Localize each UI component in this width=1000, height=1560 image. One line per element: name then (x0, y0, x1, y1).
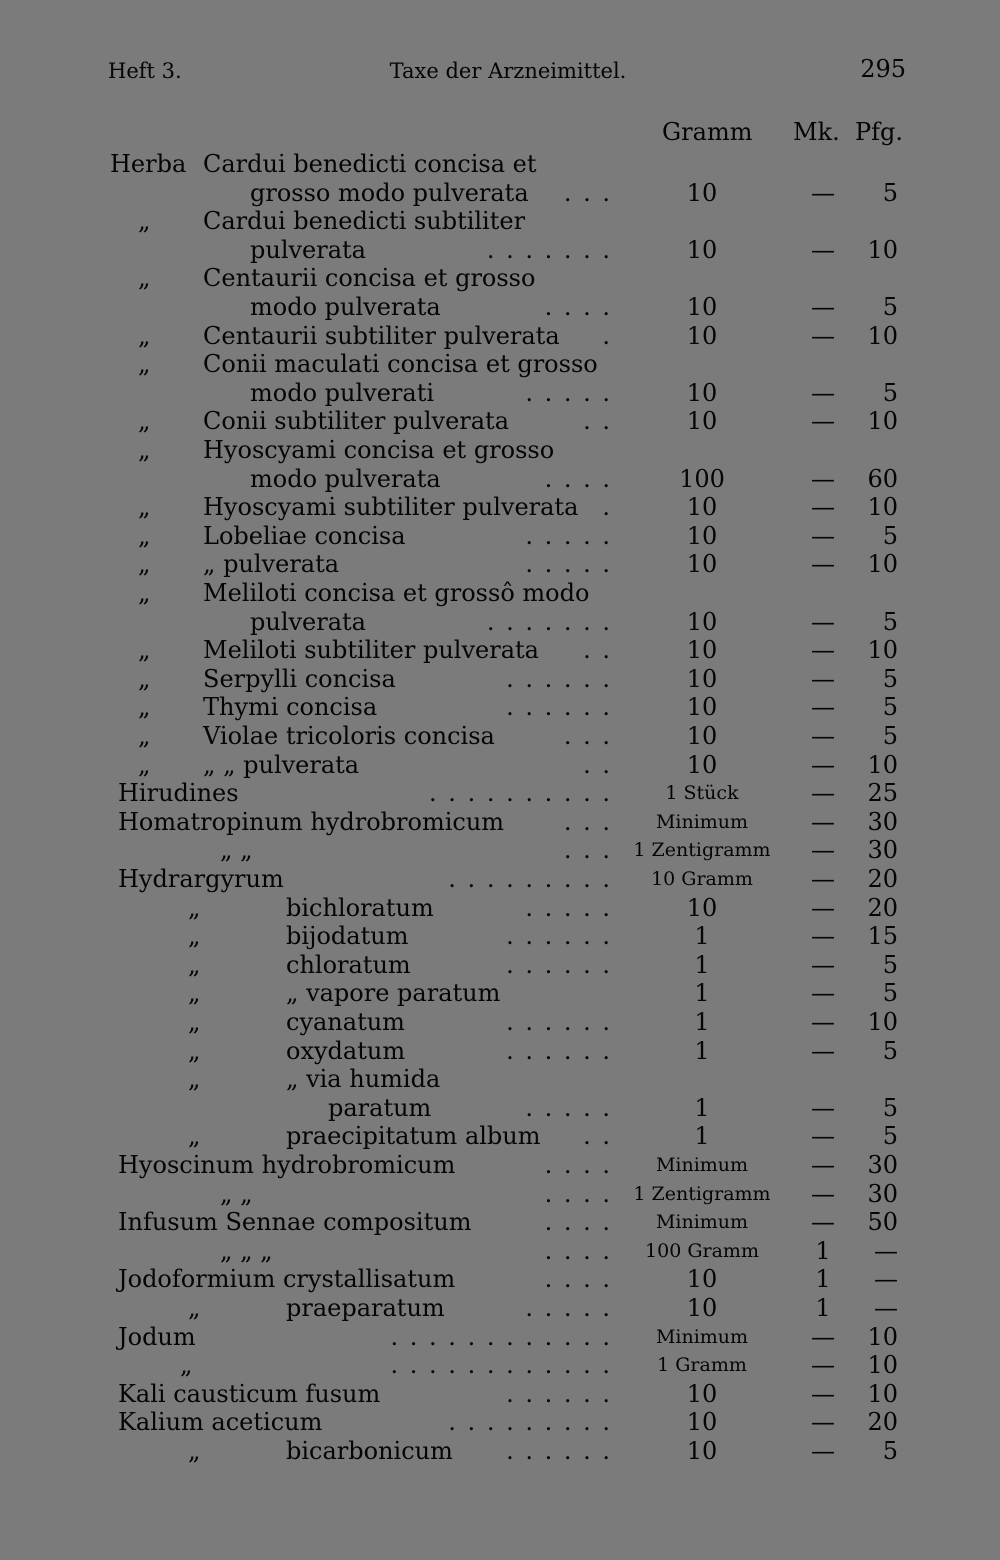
leader-dots: . . . . (544, 293, 612, 321)
entry-text: bichloratum (286, 893, 434, 922)
pfennig-cell: 5 (882, 178, 898, 207)
mark-cell: — (811, 722, 835, 750)
leader-dots: . . . . . (525, 893, 612, 922)
quantity-cell: Minimum (655, 1211, 749, 1234)
pfennig-cell: 30 (867, 1151, 898, 1179)
pfennig-cell: 30 (867, 836, 898, 865)
table-row (0, 436, 1000, 465)
entry-label: „ (138, 207, 151, 236)
quantity-cell: 10 (686, 493, 718, 522)
quantity-cell: 1 (694, 950, 710, 979)
entry-text: cyanatum (286, 1008, 405, 1036)
mark-cell: — (811, 378, 835, 407)
table-row (0, 1437, 1000, 1466)
table-row (0, 1208, 1000, 1237)
quantity-cell: 10 (686, 1408, 718, 1437)
table-row (0, 1065, 1000, 1094)
leader-dots: . . . . . . (506, 693, 612, 722)
mark-cell: — (811, 235, 835, 264)
leader-dots: . . . . . . . (486, 607, 612, 636)
entry-label: „ (138, 350, 151, 379)
leader-dots: . . . . . . . . . (448, 1408, 612, 1437)
entry-text: Violae tricoloris concisa (203, 722, 495, 750)
pfennig-cell: 5 (882, 1437, 898, 1465)
entry-text: Conii subtiliter pulverata (203, 407, 509, 436)
running-header (108, 55, 906, 87)
mark-cell: — (811, 693, 835, 722)
mark-cell: — (811, 521, 835, 550)
entry-label: „ (138, 321, 151, 350)
quantity-cell: 1 (694, 979, 710, 1008)
pfennig-cell: 5 (882, 1036, 898, 1065)
entry-label: „ (188, 1036, 201, 1065)
table-row (0, 751, 1000, 780)
pfennig-cell: 5 (882, 664, 898, 693)
entry-text: bijodatum (286, 922, 409, 951)
quantity-cell: 1 Stück (665, 782, 739, 805)
entry-text: Cardui benedicti concisa et (203, 150, 537, 178)
mark-cell: — (811, 178, 835, 207)
entry-label: „ (138, 493, 151, 522)
pfennig-cell: 10 (867, 407, 898, 436)
entry-text: oxydatum (286, 1036, 406, 1065)
quantity-cell: 10 (686, 293, 718, 321)
entry-text: modo pulverata (250, 464, 441, 493)
quantity-cell: 10 (686, 664, 718, 693)
entry-text: chloratum (286, 950, 411, 979)
entry-text: Cardui benedicti subtiliter (203, 207, 526, 236)
mark-cell: — (811, 779, 835, 808)
quantity-cell: 1 (694, 922, 710, 951)
leader-dots: . . . . . . (506, 664, 612, 693)
entry-text: Thymi concisa (203, 693, 378, 722)
pfennig-cell: 10 (867, 1008, 898, 1036)
table-row (0, 1294, 1000, 1323)
entry-text: Meliloti subtiliter pulverata (203, 636, 539, 665)
pfennig-cell: 10 (867, 1379, 898, 1408)
mark-cell: — (811, 407, 835, 436)
quantity-cell: Minimum (655, 1154, 749, 1176)
quantity-cell: 1 Zentigramm (633, 839, 771, 862)
entry-label: „ (138, 664, 151, 693)
table-row (0, 1408, 1000, 1437)
quantity-cell: 10 (686, 607, 718, 636)
pfennig-cell: 5 (882, 521, 898, 550)
leader-dots: . . . . . (525, 1294, 612, 1322)
leader-dots: . . . . . . (506, 1379, 612, 1408)
table-row (0, 1151, 1000, 1180)
entry-label: „ „ „ (220, 1236, 273, 1265)
table-row (0, 636, 1000, 665)
table-row (0, 865, 1000, 894)
table-row (0, 550, 1000, 579)
mark-cell: — (811, 1437, 835, 1465)
entry-text: Hyoscyami subtiliter pulverata (203, 493, 579, 522)
mark-cell: — (811, 293, 835, 321)
entry-text: Lobeliae concisa (203, 521, 406, 550)
leader-dots: . . . . (544, 1265, 612, 1294)
pfennig-cell: 5 (882, 693, 898, 722)
page-number: 295 (860, 55, 906, 83)
entry-label: „ (188, 1008, 201, 1036)
leader-dots: . . . . . . (506, 950, 612, 979)
leader-dots: . . (583, 407, 612, 436)
pfennig-cell: 20 (867, 865, 898, 893)
pfennig-cell: 15 (867, 922, 898, 951)
quantity-cell: 10 (686, 550, 718, 579)
entry-label: Herba (110, 150, 187, 178)
entry-text: pulverata (250, 607, 366, 636)
table-row (0, 1237, 1000, 1266)
leader-dots: . . . . . . (506, 1036, 612, 1065)
entry-label: „ (188, 1437, 201, 1465)
quantity-cell: 10 (686, 893, 718, 922)
leader-dots: . . . (563, 178, 612, 207)
pfennig-cell: 10 (867, 550, 898, 579)
quantity-cell: 10 (686, 321, 718, 350)
leader-dots: . . . . (544, 1208, 612, 1237)
entry-text: „ vapore paratum (286, 979, 501, 1008)
table-row (0, 322, 1000, 351)
pfennig-cell: 10 (867, 321, 898, 350)
mark-cell: — (811, 865, 835, 893)
mark-cell: — (811, 922, 835, 951)
quantity-cell: 10 (686, 378, 718, 407)
quantity-cell: 10 (686, 1437, 718, 1465)
entry-text: Serpylli concisa (203, 664, 396, 693)
entry-label: „ (188, 922, 201, 951)
table-row (0, 1037, 1000, 1066)
entry-text: Hyoscyami concisa et grosso (203, 436, 555, 464)
table-row (0, 522, 1000, 551)
issue-label: Heft 3. (108, 59, 182, 83)
table-row (0, 350, 1000, 379)
entry-label: „ (138, 436, 151, 464)
mark-cell: 1 (815, 1236, 831, 1265)
leader-dots: . . . . (544, 1179, 612, 1208)
pfennig-cell: — (874, 1294, 898, 1322)
pfennig-cell: 30 (867, 807, 898, 836)
table-row (0, 1323, 1000, 1352)
pfennig-cell: 10 (867, 493, 898, 522)
quantity-cell: 10 (686, 693, 718, 722)
table-row (0, 1122, 1000, 1151)
table-row (0, 951, 1000, 980)
table-row (0, 236, 1000, 265)
table-row (0, 579, 1000, 608)
quantity-cell: 10 (686, 722, 718, 750)
mark-cell: — (811, 550, 835, 579)
pfennig-cell: 50 (867, 1208, 898, 1237)
entry-label: „ (138, 521, 151, 550)
table-row (0, 665, 1000, 694)
mark-cell: — (811, 807, 835, 836)
table-row (0, 979, 1000, 1008)
table-row (0, 293, 1000, 322)
leader-dots: . . . . . . . . . (448, 865, 612, 893)
entry-text: Centaurii concisa et grosso (203, 264, 536, 293)
entry-text: Meliloti concisa et grossô modo (203, 579, 590, 607)
entry-label: „ (138, 407, 151, 436)
entry-text: „ pulverata (203, 550, 340, 579)
entry-label: Jodoformium crystallisatum (118, 1265, 456, 1294)
leader-dots: . . (583, 750, 612, 779)
pfennig-cell: 20 (867, 893, 898, 922)
column-header-gramm: Gramm (662, 118, 753, 146)
mark-cell: — (811, 321, 835, 350)
quantity-cell: 1 (694, 1093, 710, 1122)
entry-label: „ (188, 1294, 201, 1322)
quantity-cell: 1 Zentigramm (633, 1182, 771, 1205)
mark-cell: 1 (815, 1294, 831, 1322)
table-row (0, 1180, 1000, 1209)
entry-label: „ (138, 579, 151, 607)
pfennig-cell: 5 (882, 378, 898, 407)
quantity-cell: 1 (694, 1008, 710, 1036)
entry-label: „ (138, 264, 151, 293)
entry-text: Conii maculati concisa et grosso (203, 350, 598, 379)
entry-text: modo pulverati (250, 378, 435, 407)
table-row (0, 1351, 1000, 1380)
leader-dots: . . . . (544, 1236, 612, 1265)
leader-dots: . . . . . . . . . . . . (390, 1322, 612, 1351)
quantity-cell: Minimum (655, 810, 749, 833)
pfennig-cell: 10 (867, 235, 898, 264)
table-row (0, 379, 1000, 408)
quantity-cell: 10 (686, 636, 718, 665)
entry-label: „ (138, 693, 151, 722)
mark-cell: — (811, 1408, 835, 1437)
mark-cell: — (811, 1122, 835, 1151)
column-header-pfg: Pfg. (855, 118, 904, 146)
pfennig-cell: 5 (882, 293, 898, 321)
pfennig-cell: 5 (882, 950, 898, 979)
entry-label: Kalium aceticum (118, 1408, 323, 1437)
quantity-cell: 10 (686, 235, 718, 264)
table-row (0, 1265, 1000, 1294)
quantity-cell: 100 (679, 464, 725, 493)
mark-cell: — (811, 893, 835, 922)
pfennig-cell: — (874, 1236, 898, 1265)
pfennig-cell: 5 (882, 722, 898, 750)
entry-label: „ (180, 1351, 193, 1380)
table-row (0, 808, 1000, 837)
entry-label: „ (188, 893, 201, 922)
entry-label: „ (138, 722, 151, 750)
mark-cell: — (811, 1151, 835, 1179)
pfennig-cell: 10 (867, 750, 898, 779)
entry-label: Jodum (118, 1322, 196, 1351)
table-row (0, 836, 1000, 865)
mark-cell: — (811, 607, 835, 636)
leader-dots: . . . (563, 807, 612, 836)
quantity-cell: Minimum (655, 1325, 749, 1348)
table-row (0, 264, 1000, 293)
quantity-cell: 10 (686, 1294, 718, 1322)
leader-dots: . . . . . . . . . . . . (390, 1351, 612, 1380)
entry-label: „ (188, 1122, 201, 1151)
pfennig-cell: 5 (882, 1093, 898, 1122)
pfennig-cell: 10 (867, 636, 898, 665)
table-row (0, 207, 1000, 236)
mark-cell: — (811, 1322, 835, 1351)
entry-label: „ (188, 1065, 201, 1094)
entry-label: Hydrargyrum (118, 865, 284, 893)
table-row (0, 1380, 1000, 1409)
entry-text: modo pulverata (250, 293, 441, 321)
mark-cell: — (811, 464, 835, 493)
entry-label: Infusum Sennae compositum (118, 1208, 472, 1237)
quantity-cell: 10 Gramm (651, 868, 753, 890)
mark-cell: — (811, 493, 835, 522)
leader-dots: . . . . . . . (486, 235, 612, 264)
table-row (0, 150, 1000, 179)
pfennig-cell: 10 (867, 1351, 898, 1380)
mark-cell: — (811, 1351, 835, 1380)
leader-dots: . . . . . (525, 521, 612, 550)
table-row (0, 693, 1000, 722)
entry-label: „ „ (220, 836, 253, 865)
mark-cell: — (811, 664, 835, 693)
quantity-cell: 1 (694, 1122, 710, 1151)
table-row (0, 894, 1000, 923)
leader-dots: . (602, 493, 612, 522)
mark-cell: 1 (815, 1265, 831, 1294)
mark-cell: — (811, 1379, 835, 1408)
quantity-cell: 10 (686, 521, 718, 550)
mark-cell: — (811, 836, 835, 865)
pfennig-cell: 20 (867, 1408, 898, 1437)
pfennig-cell: 30 (867, 1179, 898, 1208)
leader-dots: . . . (563, 836, 612, 865)
entry-text: praeparatum (286, 1294, 445, 1322)
quantity-cell: 1 (694, 1036, 710, 1065)
quantity-cell: 10 (686, 407, 718, 436)
table-row (0, 1094, 1000, 1123)
mark-cell: — (811, 636, 835, 665)
entry-text: paratum (328, 1093, 432, 1122)
leader-dots: . . . . . . (506, 1008, 612, 1036)
table-row (0, 779, 1000, 808)
leader-dots: . . . . . . (506, 922, 612, 951)
table-row (0, 493, 1000, 522)
quantity-cell: 10 (686, 750, 718, 779)
entry-text: „ via humida (286, 1065, 441, 1094)
entry-text: bicarbonicum (286, 1437, 453, 1465)
mark-cell: — (811, 1093, 835, 1122)
leader-dots: . . . . . (525, 1093, 612, 1122)
entry-text: grosso modo pulverata (250, 178, 529, 207)
page-title: Taxe der Arzneimittel. (389, 59, 627, 83)
leader-dots: . . . . . . . . . . (429, 779, 612, 808)
quantity-cell: 10 (686, 1379, 718, 1408)
table-row (0, 1008, 1000, 1037)
entry-label: Homatropinum hydrobromicum (118, 807, 505, 836)
mark-cell: — (811, 750, 835, 779)
entry-label: „ (138, 636, 151, 665)
pfennig-cell: 5 (882, 979, 898, 1008)
pfennig-cell: 10 (867, 1322, 898, 1351)
entry-text: Centaurii subtiliter pulverata (203, 321, 560, 350)
mark-cell: — (811, 1008, 835, 1036)
leader-dots: . . . . (544, 464, 612, 493)
table-row (0, 608, 1000, 637)
mark-cell: — (811, 1179, 835, 1208)
leader-dots: . . . . . (525, 550, 612, 579)
column-header-mk: Mk. (793, 118, 840, 146)
table-row (0, 922, 1000, 951)
pfennig-cell: 5 (882, 1122, 898, 1151)
quantity-cell: 100 Gramm (645, 1239, 759, 1262)
leader-dots: . . . . (544, 1151, 612, 1179)
leader-dots: . (602, 321, 612, 350)
entry-label: Hirudines (118, 779, 239, 808)
pfennig-cell: 60 (867, 464, 898, 493)
entry-text: pulverata (250, 235, 366, 264)
leader-dots: . . . (563, 722, 612, 750)
mark-cell: — (811, 1208, 835, 1237)
mark-cell: — (811, 1036, 835, 1065)
entry-label: Hyoscinum hydrobromicum (118, 1151, 456, 1179)
leader-dots: . . (583, 1122, 612, 1151)
entry-text: praecipitatum album (286, 1122, 541, 1151)
quantity-cell: 10 (686, 178, 718, 207)
table-row (0, 407, 1000, 436)
entry-label: „ „ (220, 1179, 253, 1208)
mark-cell: — (811, 950, 835, 979)
entry-label: „ (138, 750, 151, 779)
entry-label: „ (188, 950, 201, 979)
mark-cell: — (811, 979, 835, 1008)
entry-label: Kali causticum fusum (118, 1379, 381, 1408)
entry-label: „ (188, 979, 201, 1008)
quantity-cell: 10 (686, 1265, 718, 1294)
pfennig-cell: — (874, 1265, 898, 1294)
table-row (0, 179, 1000, 208)
leader-dots: . . . . . . (506, 1437, 612, 1465)
pfennig-cell: 25 (867, 779, 898, 808)
pfennig-cell: 5 (882, 607, 898, 636)
entry-label: „ (138, 550, 151, 579)
entry-text: „ „ pulverata (203, 750, 360, 779)
table-row (0, 465, 1000, 494)
leader-dots: . . . . . (525, 378, 612, 407)
quantity-cell: 1 Gramm (657, 1354, 747, 1377)
table-row (0, 722, 1000, 751)
leader-dots: . . (583, 636, 612, 665)
